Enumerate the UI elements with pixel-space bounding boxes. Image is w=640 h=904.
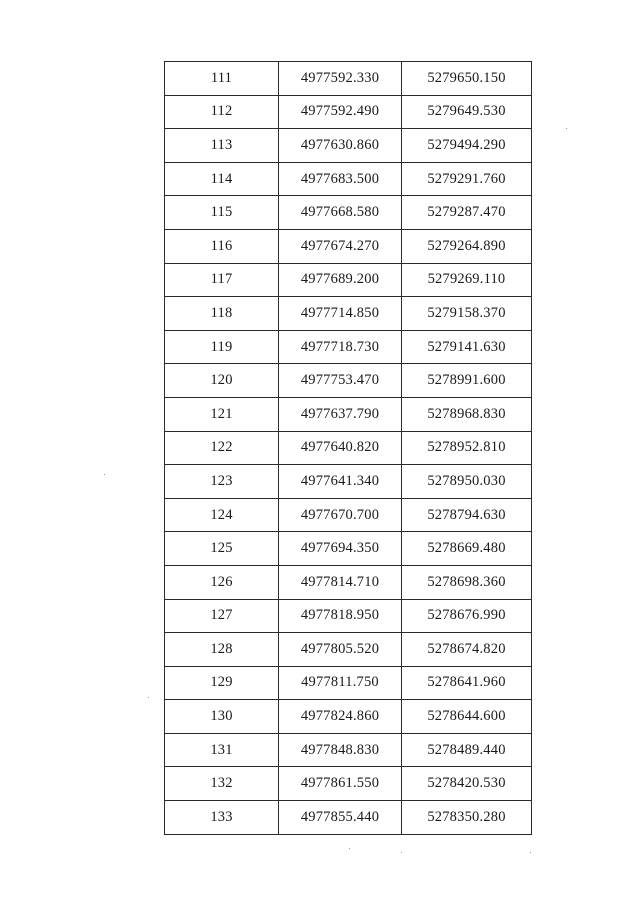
table-row (165, 801, 532, 835)
y-coordinate: 5279650.150 (402, 62, 532, 96)
table-row (165, 431, 532, 465)
point-number: 114 (165, 162, 279, 196)
table-row (165, 498, 532, 532)
point-number: 130 (165, 700, 279, 734)
point-number: 133 (165, 801, 279, 835)
y-coordinate: 5278952.810 (402, 431, 532, 465)
table-row (165, 162, 532, 196)
x-coordinate: 4977592.490 (279, 95, 402, 129)
y-coordinate: 5278676.990 (402, 599, 532, 633)
table-row (165, 229, 532, 263)
point-number: 113 (165, 129, 279, 163)
point-number: 118 (165, 297, 279, 331)
point-number: 129 (165, 666, 279, 700)
x-coordinate: 4977640.820 (279, 431, 402, 465)
x-coordinate: 4977811.750 (279, 666, 402, 700)
x-coordinate: 4977668.580 (279, 196, 402, 230)
table-row (165, 263, 532, 297)
point-number: 121 (165, 397, 279, 431)
x-coordinate: 4977683.500 (279, 162, 402, 196)
table-row (165, 62, 532, 96)
y-coordinate: 5279264.890 (402, 229, 532, 263)
table-row (165, 465, 532, 499)
point-number: 127 (165, 599, 279, 633)
point-number: 128 (165, 633, 279, 667)
point-number: 112 (165, 95, 279, 129)
x-coordinate: 4977753.470 (279, 364, 402, 398)
point-number: 117 (165, 263, 279, 297)
x-coordinate: 4977689.200 (279, 263, 402, 297)
x-coordinate: 4977718.730 (279, 330, 402, 364)
x-coordinate: 4977824.860 (279, 700, 402, 734)
x-coordinate: 4977641.340 (279, 465, 402, 499)
y-coordinate: 5278950.030 (402, 465, 532, 499)
table-row (165, 330, 532, 364)
y-coordinate: 5279158.370 (402, 297, 532, 331)
y-coordinate: 5279287.470 (402, 196, 532, 230)
y-coordinate: 5278489.440 (402, 733, 532, 767)
x-coordinate: 4977855.440 (279, 801, 402, 835)
table-row (165, 633, 532, 667)
y-coordinate: 5278644.600 (402, 700, 532, 734)
y-coordinate: 5278641.960 (402, 666, 532, 700)
x-coordinate: 4977861.550 (279, 767, 402, 801)
table-row (165, 767, 532, 801)
table-row (165, 196, 532, 230)
x-coordinate: 4977714.850 (279, 297, 402, 331)
table-row (165, 129, 532, 163)
point-number: 119 (165, 330, 279, 364)
point-number: 116 (165, 229, 279, 263)
table-row (165, 95, 532, 129)
point-number: 123 (165, 465, 279, 499)
point-number: 124 (165, 498, 279, 532)
x-coordinate: 4977637.790 (279, 397, 402, 431)
scan-speck (349, 848, 350, 849)
point-number: 120 (165, 364, 279, 398)
point-number: 126 (165, 565, 279, 599)
table-row (165, 599, 532, 633)
point-number: 131 (165, 733, 279, 767)
scan-speck (401, 852, 402, 853)
table-row (165, 565, 532, 599)
scan-speck (148, 697, 149, 698)
point-number: 111 (165, 62, 279, 96)
coordinate-table (164, 61, 532, 835)
y-coordinate: 5279141.630 (402, 330, 532, 364)
table-row (165, 364, 532, 398)
scan-speck (566, 128, 567, 129)
scan-speck (104, 474, 105, 475)
point-number: 115 (165, 196, 279, 230)
y-coordinate: 5278794.630 (402, 498, 532, 532)
y-coordinate: 5278698.360 (402, 565, 532, 599)
x-coordinate: 4977674.270 (279, 229, 402, 263)
table-row (165, 666, 532, 700)
point-number: 132 (165, 767, 279, 801)
x-coordinate: 4977818.950 (279, 599, 402, 633)
y-coordinate: 5279269.110 (402, 263, 532, 297)
x-coordinate: 4977805.520 (279, 633, 402, 667)
x-coordinate: 4977592.330 (279, 62, 402, 96)
table-row (165, 700, 532, 734)
point-number: 125 (165, 532, 279, 566)
y-coordinate: 5278674.820 (402, 633, 532, 667)
y-coordinate: 5278350.280 (402, 801, 532, 835)
x-coordinate: 4977670.700 (279, 498, 402, 532)
y-coordinate: 5278669.480 (402, 532, 532, 566)
x-coordinate: 4977814.710 (279, 565, 402, 599)
y-coordinate: 5278968.830 (402, 397, 532, 431)
x-coordinate: 4977630.860 (279, 129, 402, 163)
point-number: 122 (165, 431, 279, 465)
y-coordinate: 5279649.530 (402, 95, 532, 129)
y-coordinate: 5279494.290 (402, 129, 532, 163)
x-coordinate: 4977848.830 (279, 733, 402, 767)
scan-speck (530, 852, 531, 853)
y-coordinate: 5278420.530 (402, 767, 532, 801)
table-row (165, 397, 532, 431)
table-row (165, 532, 532, 566)
x-coordinate: 4977694.350 (279, 532, 402, 566)
y-coordinate: 5278991.600 (402, 364, 532, 398)
y-coordinate: 5279291.760 (402, 162, 532, 196)
table-row (165, 297, 532, 331)
table-row (165, 733, 532, 767)
